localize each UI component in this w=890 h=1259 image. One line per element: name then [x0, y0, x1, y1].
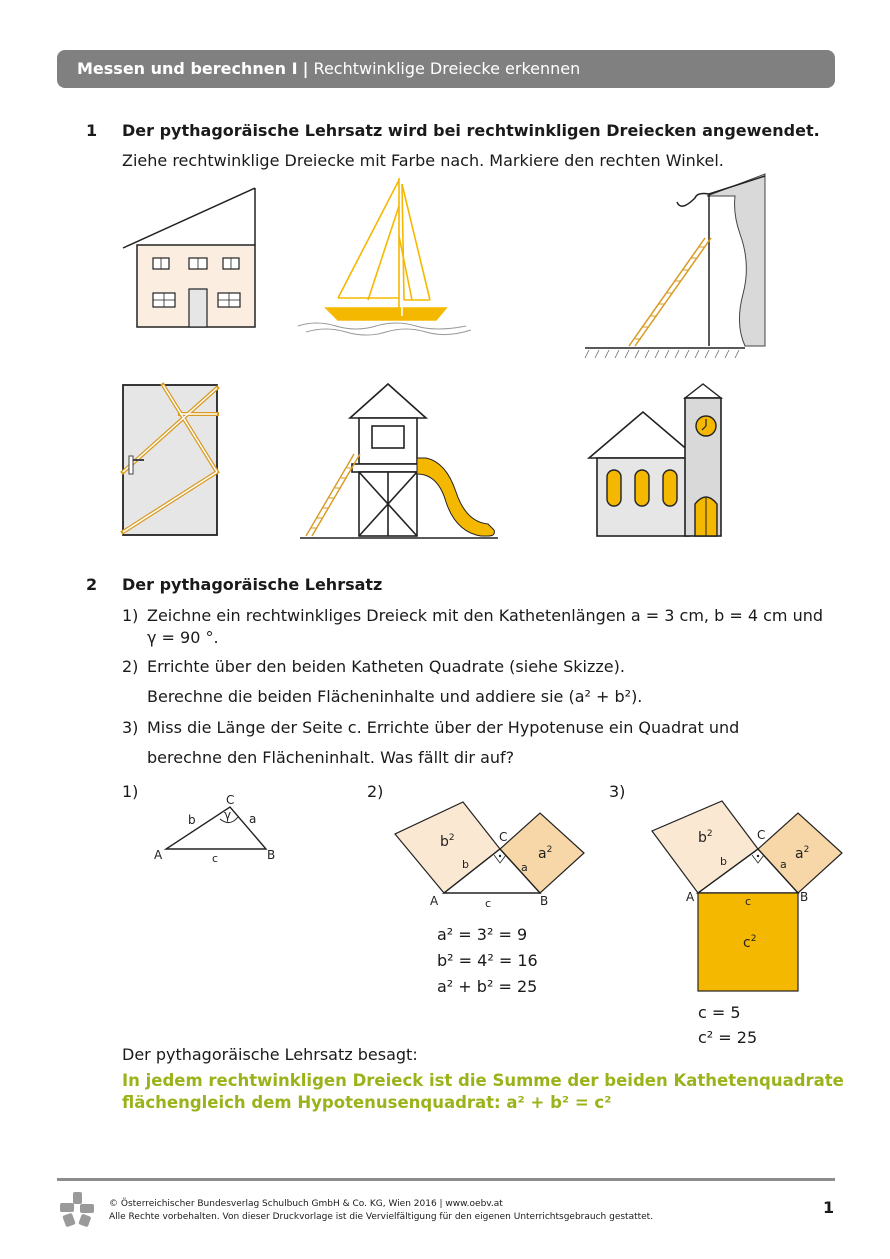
fig3-calc-c2: c² = 25: [698, 1028, 758, 1047]
door-illustration: [120, 382, 220, 537]
figure3-squares: [640, 783, 860, 995]
fig2-label-B: B: [540, 894, 549, 908]
fig3-label-b: b: [720, 855, 727, 868]
task2-item3-line1: Miss die Länge der Seite c. Errichte über der Hypotenuse ein Quadrat und: [147, 718, 740, 737]
task2-number: 2: [86, 575, 98, 594]
publisher-logo-icon: [58, 1190, 98, 1228]
church-illustration: [585, 382, 730, 540]
fig3-label-B: B: [800, 890, 809, 904]
fig3-label-C: C: [757, 828, 766, 842]
footer-divider: [57, 1178, 835, 1181]
fig3-square-c2: $c^2$: [743, 934, 757, 951]
fig3-square-b2: $b^2$: [698, 829, 713, 846]
house-illustration: [120, 178, 270, 330]
task2-title: Der pythagoräische Lehrsatz: [122, 575, 383, 594]
task2-item1-num: 1): [122, 606, 139, 625]
footer-copyright: © Österreichischer Bundesverlag Schulbuch GmbH & Co. KG, Wien 2016 | www.oebv.at: [109, 1199, 503, 1209]
task1-instruction: Ziehe rechtwinklige Dreiecke mit Farbe nach. Markiere den rechten Winkel.: [122, 151, 724, 170]
conclusion-line2: flächengleich dem Hypotenusenquadrat: a² + b² = c²: [122, 1093, 612, 1112]
fig2-calc-a: a² = 3² = 9: [437, 925, 528, 944]
task1-number: 1: [86, 121, 98, 140]
fig1-label-b: b: [188, 813, 196, 827]
task2-item1-line2: γ = 90 °.: [147, 628, 219, 647]
fig3-square-a2: $a^2$: [795, 845, 810, 862]
footer-rights: Alle Rechte vorbehalten. Von dieser Druckvorlage ist die Vervielfältigung für den eigenen Unterrichtsgebrauch gestattet.: [109, 1212, 654, 1222]
fig1-label-a: a: [249, 812, 257, 826]
header-separator: |: [302, 59, 309, 78]
header-section: Messen und berechnen I: [77, 59, 298, 78]
figure1-label: 1): [122, 782, 139, 801]
fig2-label-A: A: [430, 894, 439, 908]
playground-tower-illustration: [296, 382, 502, 542]
fig1-label-C: C: [226, 793, 235, 807]
fig2-label-a: a: [521, 861, 528, 874]
fig2-label-c: c: [485, 897, 492, 910]
fig2-label-C: C: [499, 830, 508, 844]
task2-item2-line1: Errichte über den beiden Katheten Quadrate (siehe Skizze).: [147, 657, 625, 676]
fig2-label-b: b: [462, 858, 469, 871]
fig3-calc-c: c = 5: [698, 1003, 741, 1022]
page-number: 1: [823, 1198, 835, 1217]
figure2-label: 2): [367, 782, 384, 801]
conclusion-intro: Der pythagoräische Lehrsatz besagt:: [122, 1045, 418, 1064]
fig1-label-gamma: γ: [224, 808, 232, 822]
fig1-label-c: c: [212, 852, 219, 865]
fig2-square-b2: $b^2$: [440, 833, 455, 850]
task2-item1-line1: Zeichne ein rechtwinkliges Dreieck mit den Kathetenlängen a = 3 cm, b = 4 cm und: [147, 606, 824, 625]
figure3-label: 3): [609, 782, 626, 801]
task2-item3-num: 3): [122, 718, 139, 737]
task1-title: Der pythagoräische Lehrsatz wird bei rechtwinkligen Dreiecken angewendet.: [122, 121, 820, 140]
header-title: Rechtwinklige Dreiecke erkennen: [313, 59, 581, 78]
sailboat-illustration: [296, 176, 476, 336]
fig2-square-a2: $a^2$: [538, 845, 553, 862]
fig2-calc-sum: a² + b² = 25: [437, 977, 538, 996]
fig3-label-a: a: [780, 858, 787, 871]
fig1-label-B: B: [267, 848, 276, 862]
conclusion-line1: In jedem rechtwinkligen Dreieck ist die Summe der beiden Kathetenquadrate: [122, 1071, 844, 1090]
fig3-label-c: c: [745, 895, 752, 908]
header-bar: [57, 50, 835, 88]
fig2-calc-b: b² = 4² = 16: [437, 951, 538, 970]
task2-item2-num: 2): [122, 657, 139, 676]
fig3-label-A: A: [686, 890, 695, 904]
figure2-squares: [382, 783, 592, 918]
ladder-wall-illustration: [585, 174, 765, 364]
task2-item3-line2: berechne den Flächeninhalt. Was fällt dir auf?: [147, 748, 515, 767]
task2-item2-line2: Berechne die beiden Flächeninhalte und addiere sie (a² + b²).: [147, 687, 643, 706]
figure1-triangle: [150, 793, 280, 870]
fig1-label-A: A: [154, 848, 163, 862]
